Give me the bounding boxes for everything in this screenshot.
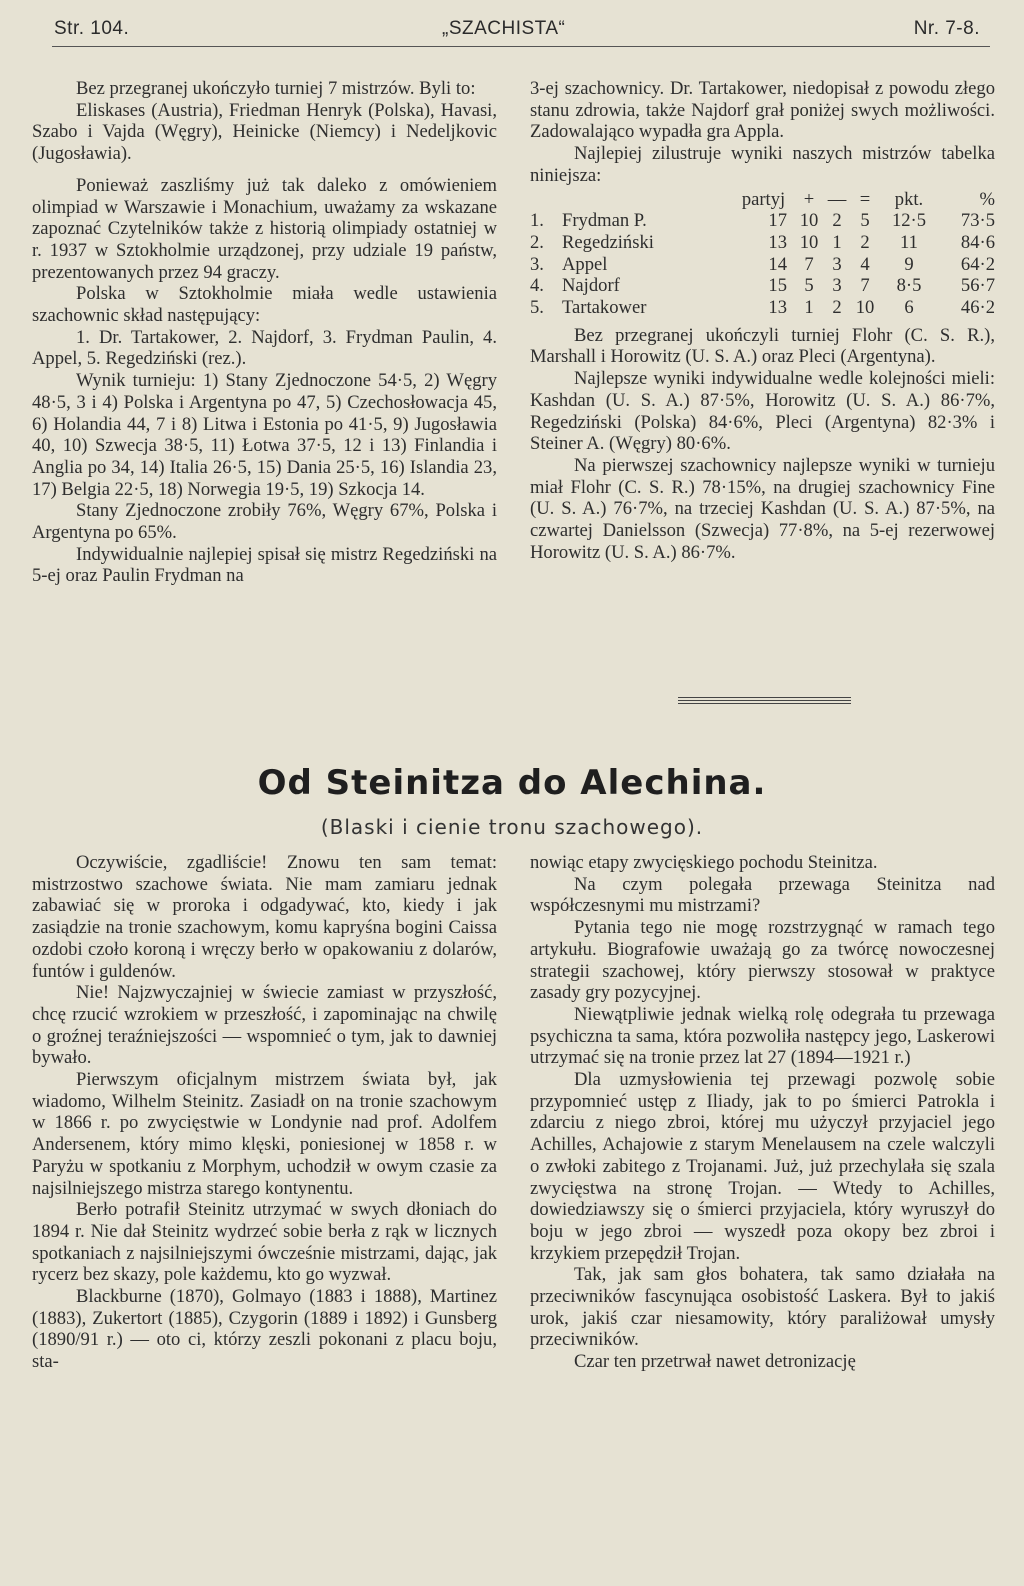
games-cell: 15 [768,275,787,297]
losses-cell: 3 [832,253,842,275]
paragraph: nowiąc etapy zwycięskiego pochodu Steinitza. [530,852,878,873]
wins-cell: 7 [804,253,814,275]
losses-cell: 2 [832,297,842,319]
paragraph: Oczywiście, zgadliście! Znowu ten sam temat: mistrzostwo szachowe świata. Nie mam zamiaru jednak zabawiać się w proroka i odgadywać, kto, kiedy i jak zasiądzie na tronie szachowym, komu kapryśna bogini Caissa ozdobi czoło koroną i wręczy berło w opakowaniu z dolarów, funtów i guldenów. [32,852,497,982]
points-cell: 11 [900,231,918,253]
losses-cell: 3 [832,275,842,297]
page-number: Str. 104. [54,18,130,39]
paragraph: Tak, jak sam głos bohatera, tak samo działała na przeciwników fascynująca osobistość Laskera. Był to jakiś urok, jakiś czar niesamowity, który paraliżował umysły przeciwników. [530,1264,995,1351]
paragraph: Na pierwszej szachownicy najlepsze wyniki w turnieju miał Flohr (C. S. R.) 78·15%, na drugiej szachownicy Fine (U. S. A.) 76·7%, na trzeciej Kashdan (U. S. A.) 87·5%, na czwartej Danielsson (Szwecja) 77·8%, na 5-ej rezerwowej Horowitz (U. S. A.) 86·7%. [530,454,995,563]
draws-cell: 7 [860,275,870,297]
player-name: Tartakower [562,297,647,319]
games-cell: 13 [768,231,787,253]
losses-cell: 1 [832,231,842,253]
paragraph: Czar ten przetrwał nawet detronizację [574,1351,856,1373]
table-row [530,232,995,254]
paragraph: Polska w Sztokholmie miała wedle ustawienia szachownic skład następujący: [32,283,497,327]
article-right-column [530,852,995,1373]
paragraph: 1. Dr. Tartakower, 2. Najdorf, 3. Frydman Paulin, 4. Appel, 5. Regedziński (rez.). [32,326,497,370]
row-index: 3. [530,253,544,275]
points-cell: 8·5 [896,275,922,297]
header-rule [52,46,990,47]
percent-cell: 73·5 [960,210,995,232]
table-header-row [530,189,995,211]
article-left-column [32,852,497,1373]
article-title: Od Steinitza do Alechina. [257,763,767,803]
article-subtitle: (Blaski i cienie tronu szachowego). [320,815,704,839]
draws-cell: 2 [860,231,870,253]
losses-cell: 2 [832,210,842,232]
percent-cell: 46·2 [960,297,995,319]
row-index: 5. [530,297,544,319]
wins-cell: 1 [804,297,814,319]
draws-cell: 4 [860,253,870,275]
row-index: 2. [530,231,544,253]
player-name: Regedziński [562,231,654,253]
paragraph: Eliskases (Austria), Friedman Henryk (Polska), Havasi, Szabo i Vajda (Węgry), Heinicke (Niemcy) i Nedeljkovic (Jugosławia). [32,99,497,165]
draws-cell: 5 [860,210,870,232]
paragraph: Bez przegranej ukończyło turniej 7 mistrzów. Byli to: [76,78,476,99]
percent-cell: 84·6 [960,231,995,253]
paragraph: Na czym polegała przewaga Steinitza nad współczesnymi mu mistrzami? [530,873,995,917]
paragraph: Najlepiej zilustruje wyniki naszych mistrzów tabelka niniejsza: [530,143,995,186]
magazine-title: „SZACHISTA“ [442,18,566,39]
paragraph: Ponieważ zaszliśmy już tak daleko z omówieniem olimpiad w Warszawie i Monachium, uważamy za wskazane zapoznać Czytelników także z historią olimpiady ostatniej w r. 1937 w Sztokholmie urządzonej, przy udziale 19 państw, prezentowanych przez 94 graczy. [32,174,497,283]
draws-cell: 10 [855,297,875,319]
paragraph: 3-ej szachownicy. Dr. Tartakower, niedopisał z powodu złego stanu zdrowia, także Najdorf grał poniżej swych możliwości. Zadowalająco wypadła gra Appla. [530,78,995,143]
paragraph: Stany Zjednoczone zrobiły 76%, Węgry 67%, Polska i Argentyna po 65%. [32,500,497,544]
games-cell: 14 [768,253,787,275]
paragraph: Najlepsze wyniki indywidualne wedle kolejności mieli: Kashdan (U. S. A.) 87·5%, Horowitz (U. S. A.) 86·7%, Regedziński (Polska) 84·6%, Pleci (Argentyna) 82·3% i Steiner A. (Węgry) 80·6%. [530,368,995,455]
paragraph: Dla uzmysłowienia tej przewagi pozwolę sobie przypomnieć ustęp z Iliady, jak to po śmierci Patrokla i zdarciu z niego zbroi, której mu użyczył przyjaciel jego Achilles, Achajowie z starym Menelausem na czele walczyli o zwłoki zabitego z Trojanami. Już, już przechylała się szala zwycięstwa na stronę Trojan. — Wtedy to Achilles, dowiedziawszy się o śmierci przyjaciela, który wyruszył do boju w jego zbroi — wyszedł poza okopy bez zbroi i krzykiem przepędził Trojan. [530,1069,995,1264]
paragraph: Wynik turnieju: 1) Stany Zjednoczone 54·5, 2) Węgry 48·5, 3 i 4) Polska i Argentyna po 47, 5) Czechosłowacja 45, 6) Holandia 44, 7 i 8) Litwa i Estonia po 41·5, 9) Jugosławia 40, 10) Szwecja 38·5, 11) Łotwa 37·5, 12 i 13) Finlandia i Anglia po 34, 14) Italia 26·5, 15) Dania 25·5, 16) Islandia 23, 17) Belgia 22·5, 18) Norwegia 19·5, 19) Szkocja 14. [32,370,497,500]
paragraph: Indywidualnie najlepiej spisał się mistrz Regedziński na 5-ej oraz Paulin Frydman na [32,543,497,587]
points-cell: 12·5 [891,210,927,232]
player-name: Frydman P. [562,210,647,232]
col-header-points: pkt. [894,188,924,210]
olympiad-report-left-column [32,78,497,587]
col-header-losses: — [827,188,847,210]
table-row [530,210,995,232]
paragraph: Nie! Najzwyczajniej w świecie zamiast w przyszłość, chcę rzucić wzrokiem w przeszłość, i zapominając na chwilę o groźnej teraźniejszości — wspomnieć o tym, jak to dawniej bywało. [32,982,497,1069]
percent-cell: 56·7 [960,275,995,297]
paragraph: Pierwszym oficjalnym mistrzem świata był, jak wiadomo, Wilhelm Steinitz. Zasiadł on na tronie szachowym w 1866 r. po zwycięstwie w Londynie nad prof. Adolfem Andersenem, który mimo klęski, poniesionej w 1858 r. w Paryżu w spotkaniu z Morphym, uchodził w owym czasie za najsilniejszego mistrza starego kontynentu. [32,1069,497,1199]
olympiad-report-right-column [530,78,995,563]
paragraph: Bez przegranej ukończyli turniej Flohr (C. S. R.), Marshall i Horowitz (U. S. A.) oraz Pleci (Argentyna). [530,324,995,368]
results-table [530,189,995,319]
paragraph: Berło potrafił Steinitz utrzymać w swych dłoniach do 1894 r. Nie dał Steinitz wydrzeć sobie berła z rąk w licznych spotkaniach z najsilniejszymi ówcześnie mistrzami, dając, jak rycerz bez skazy, pole każdemu, kto go wyzwał. [32,1199,497,1286]
col-header-percent: % [979,188,995,210]
wins-cell: 10 [799,231,819,253]
table-row [530,275,995,297]
table-row [530,297,995,319]
row-index: 4. [530,275,544,297]
paragraph: Pytania tego nie mogę rozstrzygnąć w ramach tego artykułu. Biografowie uważają go za twórcę nowoczesnej strategii szachowej, który pierwszy stosował w praktyce zasady gry pozycyjnej. [530,917,995,1004]
points-cell: 9 [904,253,914,275]
col-header-draws: = [859,188,871,210]
row-index: 1. [530,210,544,232]
wins-cell: 5 [804,275,814,297]
paragraph: Niewątpliwie jednak wielką rolę odegrała tu przewaga psychiczna ta sama, która pozwoliła następcy jego, Laskerowi utrzymać się na tronie przez lat 27 (1894—1921 r.) [530,1003,995,1069]
section-divider [678,697,851,705]
page-header [52,16,990,46]
points-cell: 6 [904,297,914,319]
paragraph: Blackburne (1870), Golmayo (1883 i 1888), Martinez (1883), Zukertort (1885), Czygorin (1889 i 1892) i Gunsberg (1890/91 r.) — oto ci, którzy zeszli pokonani z placu boju, sta- [32,1286,497,1373]
percent-cell: 64·2 [960,253,995,275]
wins-cell: 10 [799,210,819,232]
player-name: Najdorf [562,275,620,297]
player-name: Appel [562,253,608,275]
games-cell: 17 [768,210,787,232]
col-header-partyj: partyj [741,188,786,210]
table-row [530,254,995,276]
col-header-wins: + [803,188,815,210]
games-cell: 13 [768,297,787,319]
issue-number: Nr. 7-8. [913,18,980,39]
